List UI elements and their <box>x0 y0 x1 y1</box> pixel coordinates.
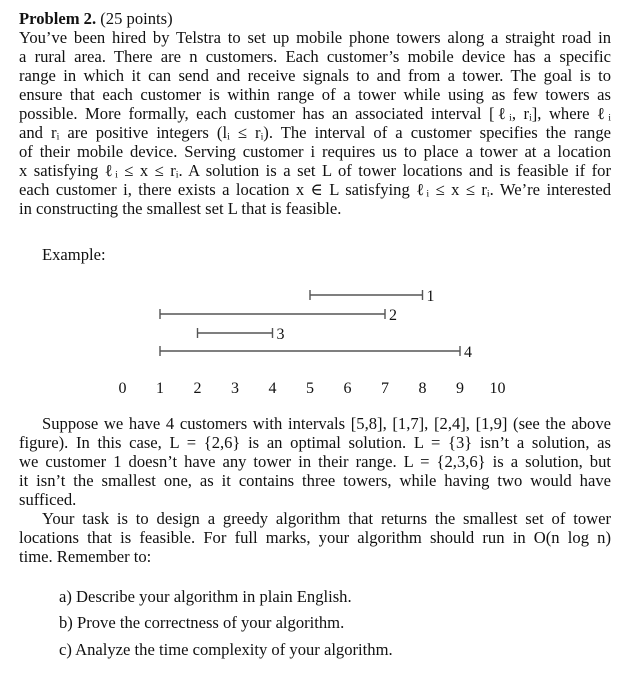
text-line: time. Remember to: <box>19 547 152 566</box>
task-item-b: b) Prove the correctness of your algorithm. <box>59 613 345 632</box>
text-line: in constructing the smallest set L that is feasible. <box>19 199 342 218</box>
text-line: sufficed. <box>19 490 77 509</box>
text-line: of their mobile device. Serving customer i requires us to place a tower at a location <box>19 142 611 161</box>
interval-label: 2 <box>389 307 397 324</box>
interval-1 <box>310 288 435 305</box>
axis-tick-label: 8 <box>418 380 427 397</box>
interval-2 <box>160 307 397 324</box>
problem-heading <box>19 9 173 28</box>
interval-label: 1 <box>426 288 435 305</box>
axis-ticks <box>119 380 506 397</box>
text-line: ensure that each customer is within range of a tower while using as few towers as <box>19 85 611 104</box>
interval-diagram <box>0 280 630 400</box>
text-line: x satisfying ℓᵢ ≤ x ≤ rᵢ. A solution is a set L of tower locations and is feasible if for <box>19 161 611 180</box>
axis-tick-label: 3 <box>231 380 239 397</box>
problem-number: Problem 2. <box>19 9 97 28</box>
text-line: and rᵢ are positive integers (lᵢ ≤ rᵢ). The interval of a customer specifies the range <box>19 123 611 142</box>
axis-tick-label: 9 <box>456 380 464 397</box>
interval-label: 4 <box>464 344 472 361</box>
text-line: each customer i, there exists a location x ∈ L satisfying ℓᵢ ≤ x ≤ rᵢ. We’re interested <box>19 180 611 199</box>
problem-points: (25 points) <box>100 9 173 28</box>
task-item-c: c) Analyze the time complexity of your algorithm. <box>59 640 393 659</box>
text-line: it isn’t the smallest one, as it contains three towers, while having two would have <box>19 471 611 490</box>
text-line: we customer 1 doesn’t have any tower in their range. L = {2,3,6} is a solution, but <box>19 452 611 471</box>
axis-tick-label: 1 <box>156 380 164 397</box>
interval-3 <box>198 326 285 343</box>
axis-tick-label: 5 <box>306 380 314 397</box>
axis-tick-label: 0 <box>118 380 127 397</box>
example-label: Example: <box>42 245 106 264</box>
text-line: You’ve been hired by Telstra to set up mobile phone towers along a straight road in <box>19 28 611 47</box>
text-line: figure). In this case, L = {2,6} is an optimal solution. L = {3} isn’t a solution, as <box>19 433 611 452</box>
axis-tick-label: 7 <box>381 380 389 397</box>
axis-tick-label: 4 <box>268 380 277 397</box>
text-line: Suppose we have 4 customers with intervals [5,8], [1,7], [2,4], [1,9] (see the above <box>42 414 611 433</box>
axis-tick-label: 6 <box>343 380 352 397</box>
text-line: Your task is to design a greedy algorithm that returns the smallest set of tower <box>42 509 611 528</box>
text-line: a rural area. There are n customers. Each customer’s mobile device has a specific <box>19 47 611 66</box>
axis-tick-label: 10 <box>489 380 506 397</box>
text-line: range in which it can send and receive signals to and from a tower. The goal is to <box>19 66 611 85</box>
text-line: possible. More formally, each customer has an associated interval [ℓᵢ, rᵢ], where ℓᵢ <box>19 104 611 123</box>
task-item-a: a) Describe your algorithm in plain English. <box>59 587 352 606</box>
axis-tick-label: 2 <box>193 380 202 397</box>
interval-label: 3 <box>276 326 285 343</box>
text-line: locations that is feasible. For full marks, your algorithm should run in O(n log n) <box>19 528 611 547</box>
interval-4 <box>160 344 472 361</box>
